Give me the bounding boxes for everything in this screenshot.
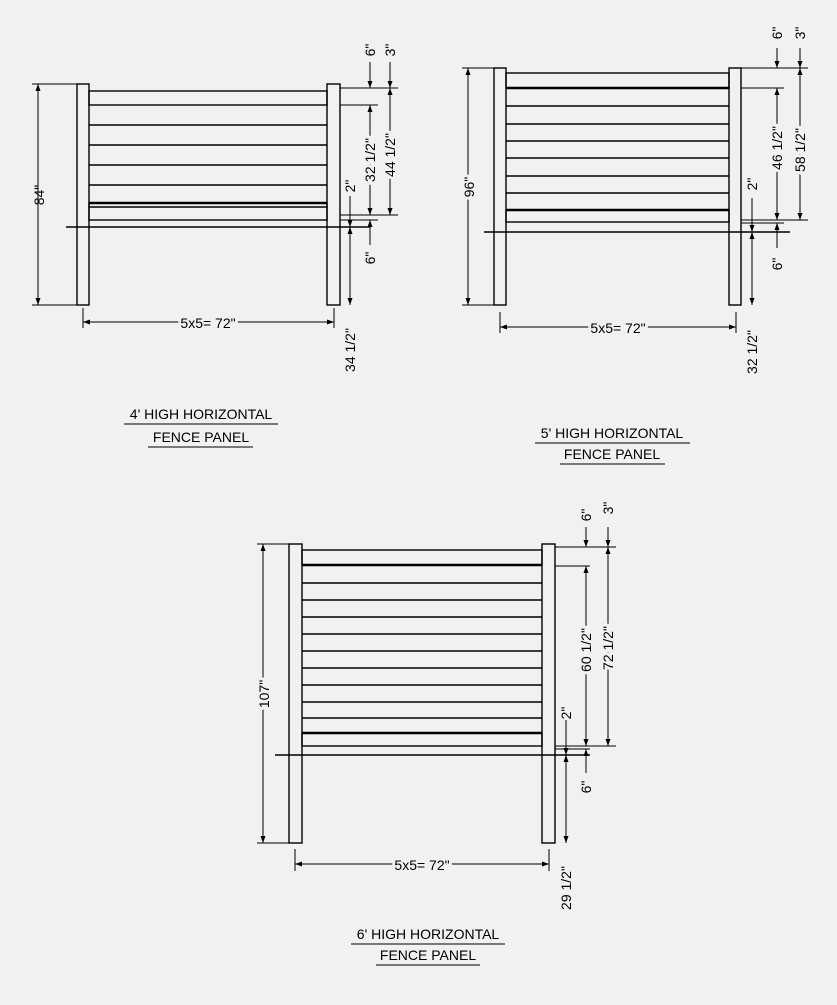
bottom-rail: [89, 203, 327, 220]
horizontal-boards: [302, 565, 542, 733]
panel-6ft: [257, 527, 616, 871]
left-post: [494, 68, 506, 305]
cap-gap-label: 3": [792, 26, 808, 40]
left-post: [289, 544, 302, 843]
inner-height-label: 46 1/2": [769, 126, 785, 170]
panel-height-label: 58 1/2": [792, 128, 808, 172]
post-below-rail-label: 6": [769, 257, 785, 271]
horizontal-boards: [506, 88, 729, 210]
caption-line-1: 6' HIGH HORIZONTAL: [356, 926, 500, 942]
post-below-rail-label: 6": [362, 251, 378, 265]
left-post: [77, 84, 89, 305]
panel-5ft-labels: [461, 27, 808, 464]
overall-height-label: 107": [256, 679, 272, 709]
bottom-rail-label: 2": [558, 706, 574, 720]
bottom-rail-label: 2": [342, 179, 358, 193]
horizontal-boards: [89, 125, 327, 207]
overall-height-label: 84": [31, 184, 47, 206]
cap-top-label: 6": [362, 43, 378, 57]
top-cap: [302, 550, 542, 565]
caption-line-2: FENCE PANEL: [563, 446, 661, 462]
post-bottom-label: 32 1/2": [744, 330, 760, 374]
top-cap: [506, 73, 729, 88]
cap-top-label: 6": [769, 26, 785, 40]
caption-line-1: 4' HIGH HORIZONTAL: [129, 406, 273, 422]
cap-gap-label: 3": [600, 501, 616, 515]
cap-gap-label: 3": [382, 43, 398, 57]
right-post: [729, 68, 741, 305]
caption-line-2: FENCE PANEL: [152, 429, 250, 445]
panel-4ft-labels: [31, 44, 398, 447]
cap-top-label: 6": [578, 508, 594, 522]
width-label: 5x5= 72": [590, 320, 646, 336]
bottom-rail-label: 2": [744, 177, 760, 191]
right-post: [542, 544, 555, 843]
right-post: [327, 84, 340, 305]
post-bottom-label: 34 1/2": [342, 328, 358, 372]
caption-line-2: FENCE PANEL: [379, 947, 477, 963]
bottom-rail: [302, 733, 542, 746]
panel-height-label: 44 1/2": [382, 133, 398, 177]
post-below-rail-label: 6": [578, 780, 594, 794]
overall-height-label: 96": [461, 176, 477, 198]
inner-height-label: 32 1/2": [362, 138, 378, 182]
bottom-rail: [506, 210, 729, 222]
panel-4ft: [32, 62, 398, 328]
caption-line-1: 5' HIGH HORIZONTAL: [540, 425, 684, 441]
post-bottom-label: 29 1/2": [558, 866, 574, 910]
width-label: 5x5= 72": [394, 857, 450, 873]
panel-height-label: 72 1/2": [600, 626, 616, 670]
top-cap: [89, 91, 327, 105]
width-label: 5x5= 72": [180, 315, 236, 331]
inner-height-label: 60 1/2": [578, 628, 594, 672]
